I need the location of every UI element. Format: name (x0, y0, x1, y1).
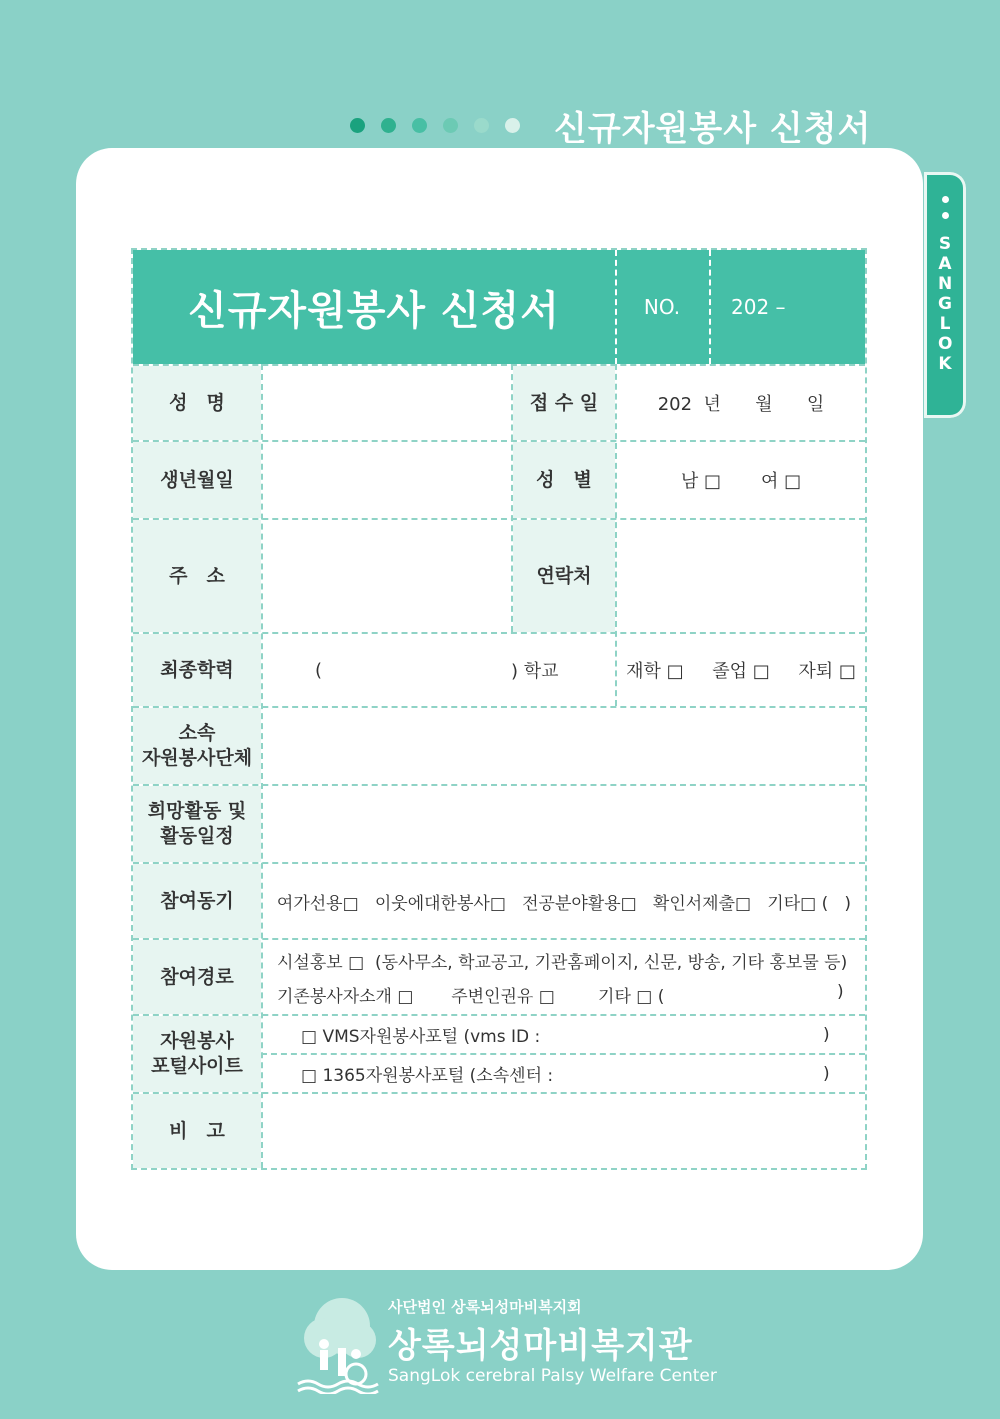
education-status-options: 재학 □ 졸업 □ 자퇴 □ (626, 661, 856, 682)
name-field[interactable] (263, 366, 511, 440)
divider (133, 440, 865, 442)
divider (133, 632, 865, 634)
route-field[interactable] (263, 940, 865, 1014)
contact-label: 연락처 (513, 520, 615, 632)
group-field[interactable] (263, 708, 865, 784)
divider (261, 1053, 865, 1055)
portal-label: 자원봉사 포털사이트 (133, 1016, 261, 1092)
received-date-value: 202 년 월 일 (657, 394, 825, 415)
motive-field[interactable] (263, 864, 865, 938)
education-status-field[interactable] (617, 634, 865, 706)
note-label: 비 고 (133, 1094, 261, 1168)
hope-activity-field[interactable] (263, 786, 865, 862)
number-value: 202 – (731, 295, 786, 319)
education-school-field[interactable] (263, 634, 615, 706)
contact-field[interactable] (617, 520, 865, 632)
header-dot (350, 118, 365, 133)
form-title: 신규자원봉사 신청서 (188, 287, 560, 334)
header-dot (381, 118, 396, 133)
divider (133, 518, 865, 520)
form-title-band (133, 250, 865, 364)
side-tab-text: SANGLOK (938, 234, 953, 374)
portal-1365-close: ) (823, 1063, 830, 1084)
name-label: 성 명 (133, 366, 261, 440)
divider (133, 706, 865, 708)
tree-logo-icon (294, 1294, 384, 1394)
route-line-1: 시설홍보 □ (동사무소, 학교공고, 기관홈페이지, 신문, 방송, 기타 홍보물 등) (277, 953, 848, 973)
application-form (131, 248, 867, 1170)
group-label: 소속 자원봉사단체 (133, 708, 261, 784)
education-open-paren: ( (315, 659, 323, 681)
side-dot-icon (942, 196, 949, 203)
divider (133, 938, 865, 940)
received-date-field[interactable] (617, 366, 865, 440)
side-dot-icon (942, 212, 949, 219)
address-field[interactable] (263, 520, 511, 632)
address-label: 주 소 (133, 520, 261, 632)
divider (261, 364, 263, 1168)
organization-logo (290, 1290, 720, 1400)
hope-activity-label: 희망활동 및 활동일정 (133, 786, 261, 862)
header-dot (443, 118, 458, 133)
portal-vms-field[interactable] (263, 1016, 865, 1053)
org-name-small: 사단법인 상록뇌성마비복지회 (388, 1298, 582, 1316)
portal-1365-text: □ 1365자원봉사포털 (소속센터 : (301, 1066, 554, 1086)
birth-label: 생년월일 (133, 442, 261, 518)
route-label: 참여경로 (133, 940, 261, 1014)
divider (709, 250, 711, 364)
divider (133, 784, 865, 786)
education-school-suffix: ) 학교 (511, 661, 559, 682)
received-date-label: 접 수 일 (513, 366, 615, 440)
portal-vms-text: □ VMS자원봉사포털 (vms ID : (301, 1027, 541, 1047)
divider (615, 364, 617, 706)
side-tab (924, 172, 966, 418)
divider (133, 1014, 865, 1016)
divider (511, 364, 513, 632)
divider (133, 862, 865, 864)
header-title: 신규자원봉사 신청서 (554, 108, 872, 149)
number-label: NO. (643, 295, 681, 319)
page-header (350, 100, 871, 150)
portal-vms-close: ) (823, 1024, 830, 1045)
header-dot (505, 118, 520, 133)
education-label: 최종학력 (133, 634, 261, 706)
org-name-english: SangLok cerebral Palsy Welfare Center (388, 1366, 717, 1386)
header-dot (474, 118, 489, 133)
motive-label: 참여동기 (133, 864, 261, 938)
gender-options: 남 □ 여 □ (680, 471, 802, 492)
birth-field[interactable] (263, 442, 511, 518)
route-line-2-close: ) (837, 982, 844, 1002)
portal-1365-field[interactable] (263, 1055, 865, 1092)
divider (133, 1092, 865, 1094)
route-line-2: 기존봉사자소개 □ 주변인권유 □ 기타 □ ( (277, 987, 665, 1007)
gender-label: 성 별 (513, 442, 615, 518)
gender-field[interactable] (617, 442, 865, 518)
header-dot (412, 118, 427, 133)
motive-options: 여가선용□ 이웃에대한봉사□ 전공분야활용□ 확인서제출□ 기타□ ( ) (276, 893, 852, 914)
org-name-large: 상록뇌성마비복지관 (388, 1326, 693, 1366)
divider (133, 364, 865, 366)
note-field[interactable] (263, 1094, 865, 1168)
divider (615, 250, 617, 364)
